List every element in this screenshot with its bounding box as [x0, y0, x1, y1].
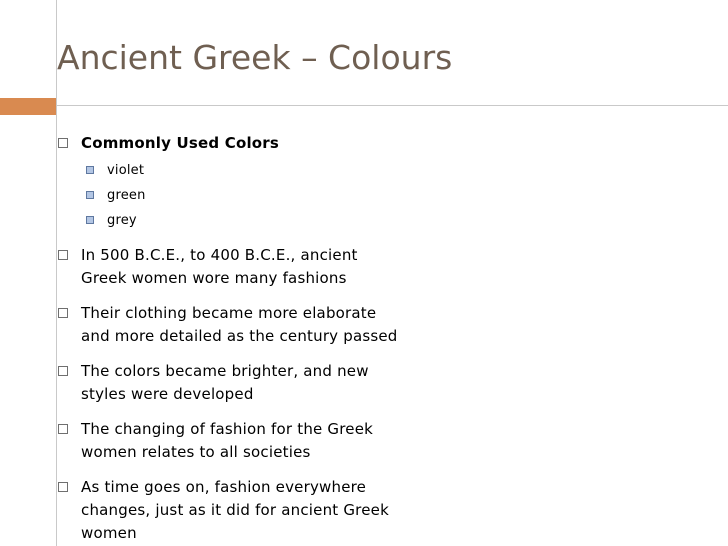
square-bullet-icon — [58, 308, 68, 318]
square-bullet-icon — [58, 250, 68, 260]
horizontal-divider — [56, 105, 728, 106]
bullet-text-line: styles were developed — [81, 385, 254, 403]
bullet-text-line: The colors became brighter, and new — [81, 362, 369, 380]
sub-bullet-item — [81, 159, 698, 182]
sub-bullet-item — [81, 209, 698, 232]
square-sub-bullet-icon — [86, 166, 94, 174]
square-sub-bullet-icon — [86, 191, 94, 199]
bullet-text-line: As time goes on, fashion everywhere — [81, 478, 367, 496]
slide-body — [58, 132, 698, 546]
sub-bullet-text: green — [107, 188, 146, 203]
bullet-item — [58, 360, 698, 406]
sub-bullet-item — [81, 184, 698, 207]
bullet-text-line: Greek women wore many fashions — [81, 269, 347, 287]
sub-bullet-list — [81, 159, 698, 232]
bullet-item — [58, 302, 698, 348]
accent-block — [0, 98, 56, 115]
slide-title: Ancient Greek – Colours — [57, 38, 453, 77]
bullet-text-line: women relates to all societies — [81, 443, 311, 461]
square-bullet-icon — [58, 482, 68, 492]
bullet-item — [58, 476, 698, 545]
vertical-divider — [56, 0, 57, 546]
bullet-text-line: The changing of fashion for the Greek — [81, 420, 374, 438]
sub-bullet-text: violet — [107, 163, 145, 178]
bullet-item — [58, 418, 698, 464]
bullet-text-line: changes, just as it did for ancient Greek — [81, 501, 389, 519]
sub-bullet-text: grey — [107, 213, 137, 228]
bullet-text-line: In 500 B.C.E., to 400 B.C.E., ancient — [81, 246, 358, 264]
bullet-heading-text: Commonly Used Colors — [81, 134, 280, 152]
square-sub-bullet-icon — [86, 216, 94, 224]
bullet-text-line: women — [81, 524, 137, 542]
square-bullet-icon — [58, 424, 68, 434]
square-bullet-icon — [58, 138, 68, 148]
bullet-item — [58, 244, 698, 290]
bullet-text-line: Their clothing became more elaborate — [81, 304, 377, 322]
bullet-list — [58, 132, 698, 545]
bullet-item-heading — [58, 132, 698, 232]
bullet-text-line: and more detailed as the century passed — [81, 327, 398, 345]
square-bullet-icon — [58, 366, 68, 376]
